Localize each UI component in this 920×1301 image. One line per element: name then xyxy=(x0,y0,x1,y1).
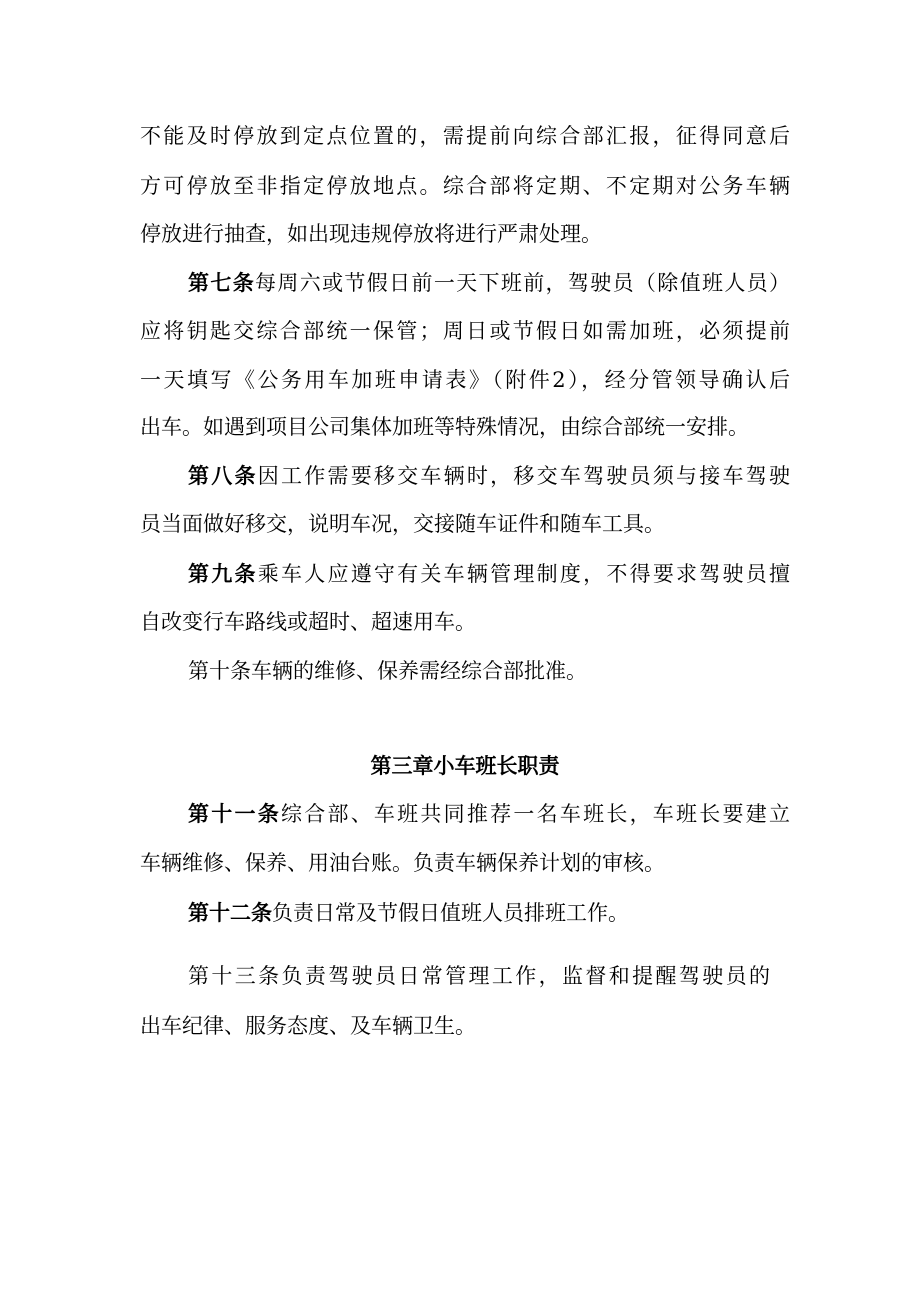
article-7-line-1 xyxy=(188,269,790,297)
article-9-line-1 xyxy=(188,560,790,588)
article-8-line-1 xyxy=(188,462,790,490)
article-7-line-2: 应将钥匙交综合部统一保管；周日或节假日如需加班，必须提前 xyxy=(140,319,790,343)
article-9-text: 乘车人应遵守有关车辆管理制度，不得要求驾驶员擅 xyxy=(257,562,791,586)
intro-line-3: 停放进行抽查，如出现违规停放将进行严肃处理。 xyxy=(140,222,602,246)
article-11-label: 第十一条 xyxy=(188,801,281,826)
article-11-text: 综合部、车班共同推荐一名车班长，车班长要建立 xyxy=(280,802,791,826)
article-10: 第十条车辆的维修、保养需经综合部批准。 xyxy=(188,659,587,683)
article-7-line-3: 一天填写《公务用车加班申请表》（附件2），经分管领导确认后 xyxy=(140,368,790,392)
article-11-line-1 xyxy=(188,800,790,828)
article-13-line-2: 出车纪律、服务态度、及车辆卫生。 xyxy=(140,1014,476,1038)
article-9-line-2: 自改变行车路线或超时、超速用车。 xyxy=(140,610,476,634)
article-12-line-1 xyxy=(188,899,790,927)
article-8-label: 第八条 xyxy=(188,463,258,488)
chapter-3-heading: 第三章小车班长职责 xyxy=(370,753,560,778)
article-12-text: 负责日常及节假日值班人员排班工作。 xyxy=(272,901,629,925)
intro-line-1: 不能及时停放到定点位置的，需提前向综合部汇报，征得同意后 xyxy=(140,124,790,148)
article-8-text: 因工作需要移交车辆时，移交车驾驶员须与接车驾驶 xyxy=(257,464,791,488)
article-7-label: 第七条 xyxy=(188,270,256,295)
article-7-text: 每周六或节假日前一天下班前，驾驶员（除值班人员） xyxy=(255,271,791,295)
intro-line-2: 方可停放至非指定停放地点。综合部将定期、不定期对公务车辆 xyxy=(140,174,790,198)
article-11-line-2: 车辆维修、保养、用油台账。负责车辆保养计划的审核。 xyxy=(140,851,665,875)
article-12-label: 第十二条 xyxy=(188,900,272,925)
article-7-line-4: 出车。如遇到项目公司集体加班等特殊情况，由综合部统一安排。 xyxy=(140,415,749,439)
article-9-label: 第九条 xyxy=(188,561,258,586)
article-8-line-2: 员当面做好移交，说明车况，交接随车证件和随车工具。 xyxy=(140,512,665,536)
article-13-line-1: 第十三条负责驾驶员日常管理工作，监督和提醒驾驶员的 xyxy=(188,964,770,988)
